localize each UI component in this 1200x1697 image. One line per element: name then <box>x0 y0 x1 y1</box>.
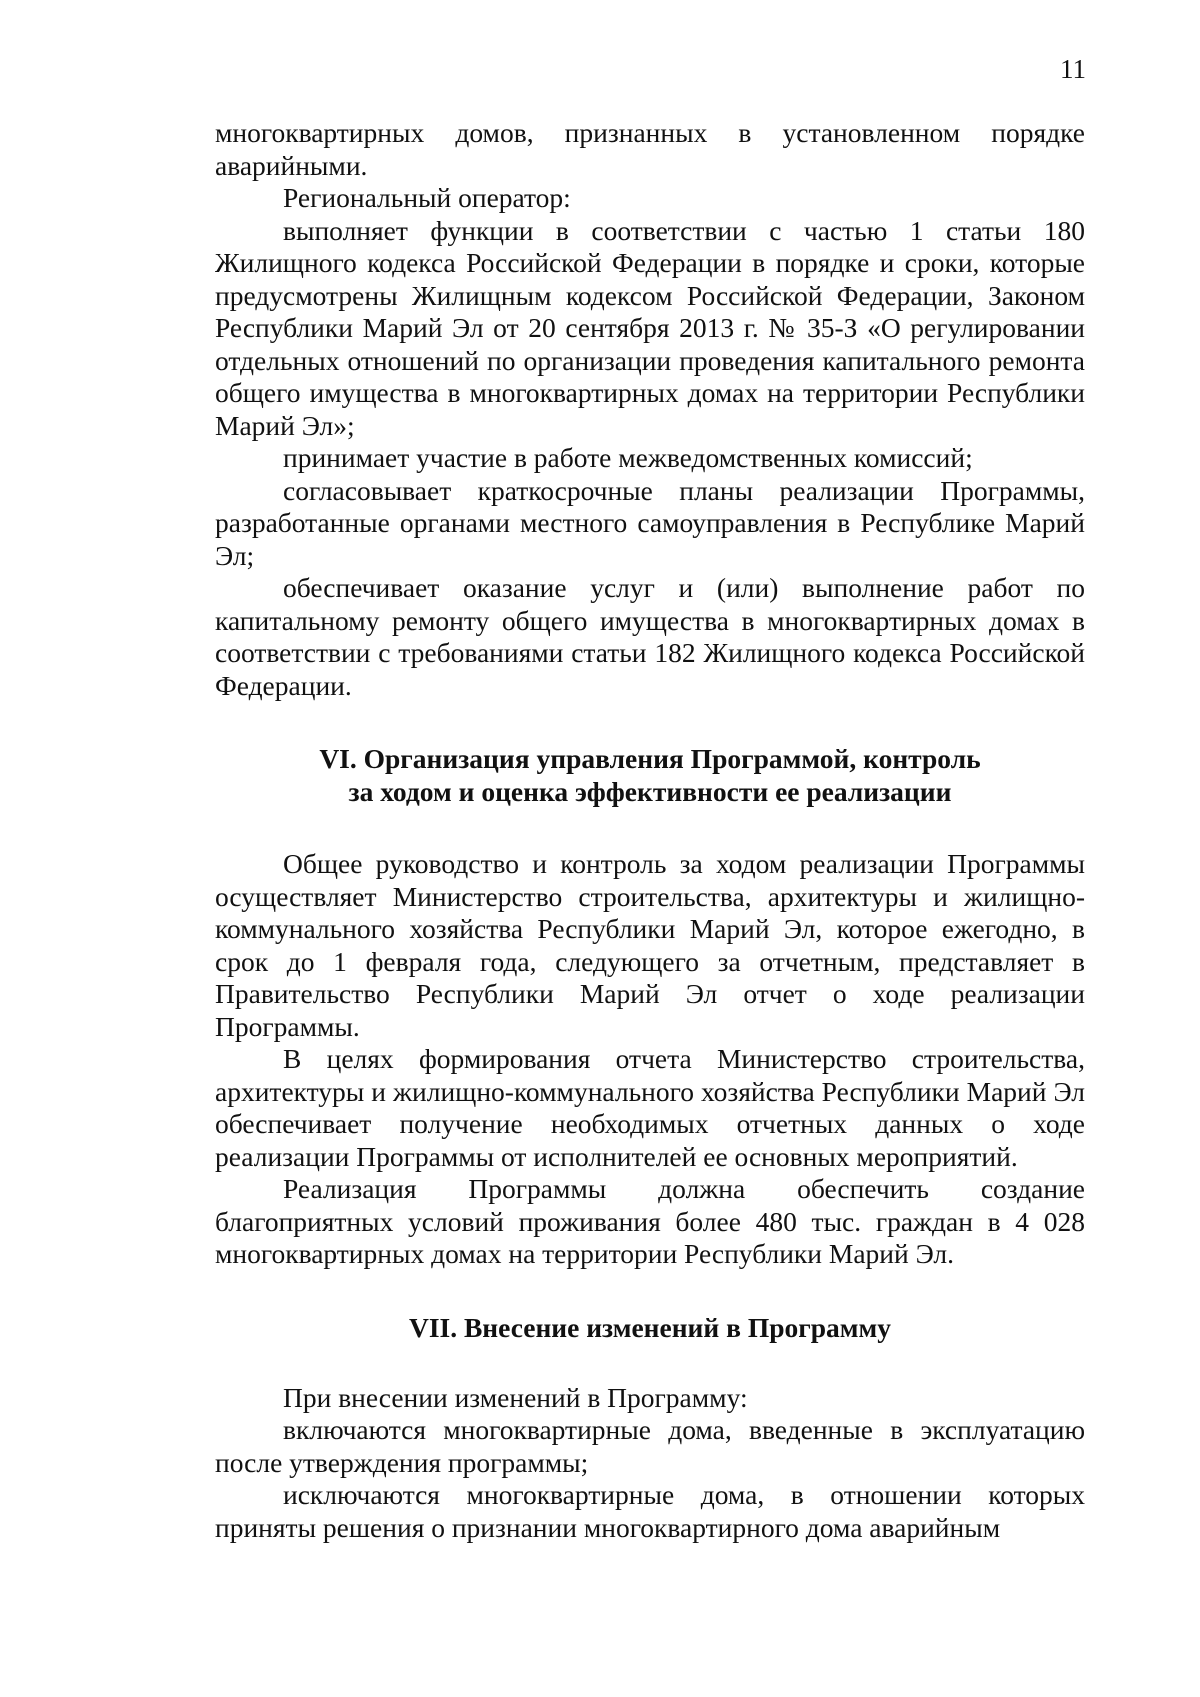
section-6-paragraph: Общее руководство и контроль за ходом реализации Программы осуществляет Министерство строительства, архитектуры и жилищно-коммунального хозяйства Республики Марий Эл, которое ежегодно, в срок до 1 февраля года, следующего за отчетным, представляет в Правительство Республики Марий Эл отчет о ходе реализации Программы. <box>215 848 1085 1042</box>
page-number: 11 <box>1060 54 1086 84</box>
section-7-item: включаются многоквартирные дома, введенные в эксплуатацию после утверждения программы; <box>215 1414 1085 1478</box>
section-6-paragraph: Реализация Программы должна обеспечить создание благоприятных условий проживания более 480 тыс. граждан в 4 028 многоквартирных домах на территории Республики Марий Эл. <box>215 1173 1085 1269</box>
section-7-intro: При внесении изменений в Программу: <box>283 1381 748 1413</box>
operator-item: обеспечивает оказание услуг и (или) выполнение работ по капитальному ремонту общего имущества в многоквартирных домах в соответствии с требованиями статьи 182 Жилищного кодекса Российской Федерации. <box>215 572 1085 701</box>
document-body <box>215 117 1085 1544</box>
section-6-paragraph: В целях формирования отчета Министерство строительства, архитектуры и жилищно-коммунального хозяйства Республики Марий Эл обеспечивает получение необходимых отчетных данных о ходе реализации Программы от исполнителей ее основных мероприятий. <box>215 1043 1085 1172</box>
operator-intro: Региональный оператор: <box>283 182 571 213</box>
operator-item: согласовывает краткосрочные планы реализации Программы, разработанные органами местного самоуправления в Республике Марий Эл; <box>215 474 1085 571</box>
section-7-heading-text: VII. Внесение изменений в Программу <box>408 1311 892 1343</box>
section-6-heading-line-2: за ходом и оценка эффективности ее реализации <box>348 776 952 807</box>
operator-item: принимает участие в работе межведомственных комиссий; <box>283 442 973 473</box>
section-6-heading <box>215 742 1085 808</box>
section-6-heading-line-1: VI. Организация управления Программой, контроль <box>319 743 981 774</box>
section-7-heading <box>215 1311 1085 1344</box>
continuation-paragraph: многоквартирных домов, признанных в установленном порядке аварийными. <box>215 117 1085 181</box>
section-7-item: исключаются многоквартирные дома, в отношении которых приняты решения о признании многоквартирного дома аварийным <box>215 1479 1085 1543</box>
operator-item: выполняет функции в соответствии с частью 1 статьи 180 Жилищного кодекса Российской Федерации в порядке и сроки, которые предусмотрены Жилищным кодексом Российской Федерации, Законом Республики Марий Эл от 20 сентября 2013 г. № 35-З «О регулировании отдельных отношений по организации проведения капитального ремонта общего имущества в многоквартирных домах на территории Республики Марий Эл»; <box>215 214 1085 441</box>
